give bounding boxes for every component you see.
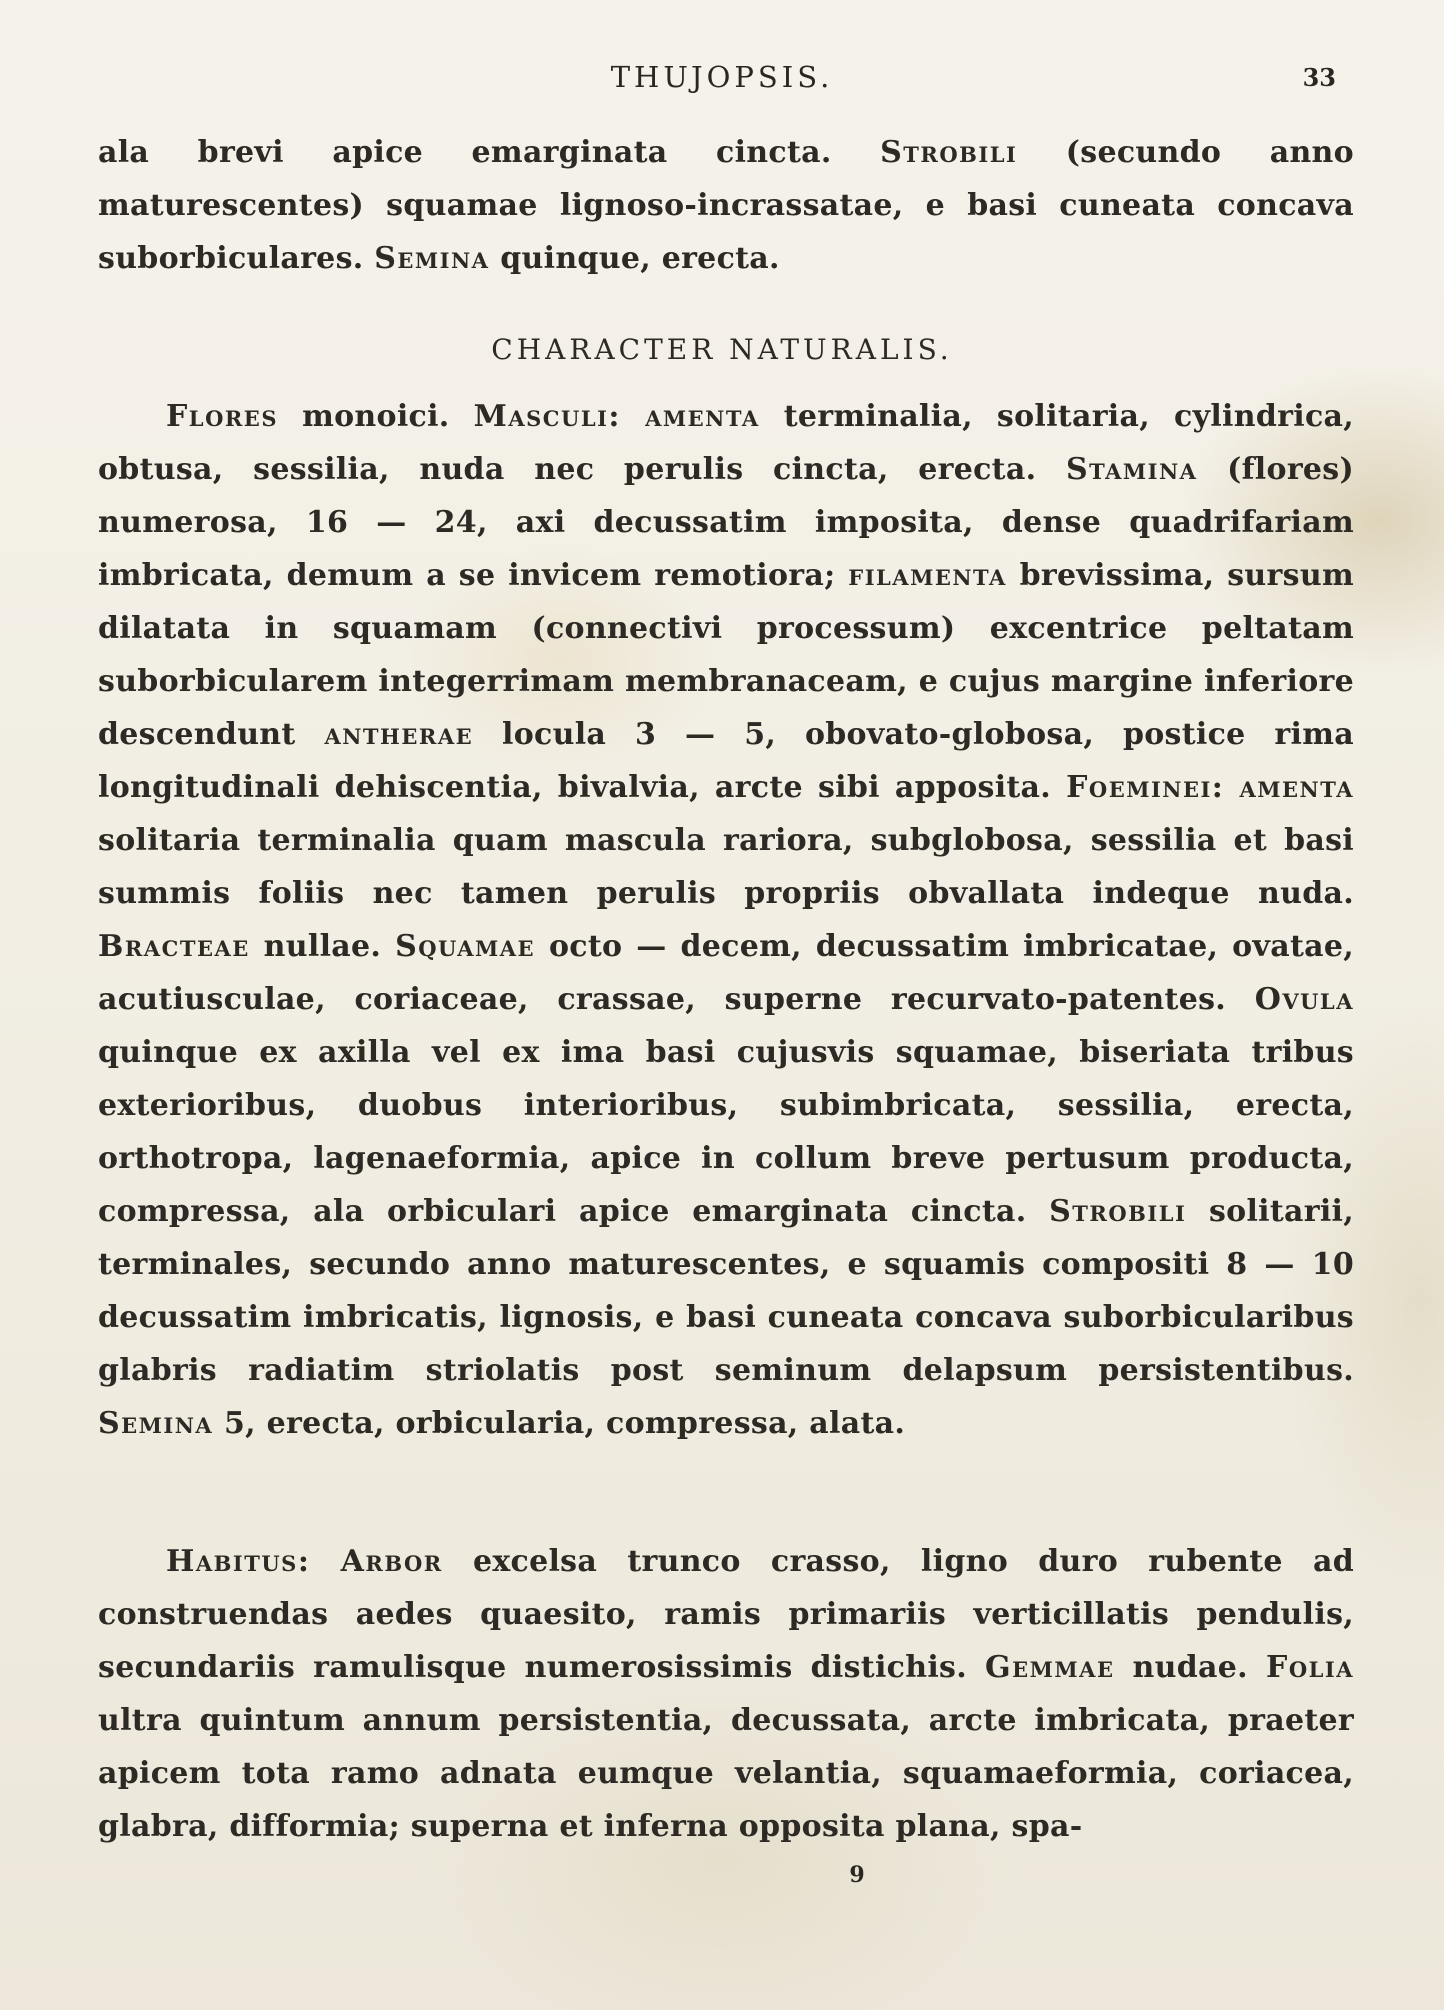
continuation-paragraph: ala brevi apice emarginata cincta. Strobili (secundo anno maturescentes) squamae lignoso-incrassatae, e basi cuneata concava suborbiculares. Semina quinque, erecta. xyxy=(98,135,1354,276)
term-stamina: Stamina xyxy=(1065,452,1198,487)
term-amenta: amenta xyxy=(1239,770,1354,805)
character-naturalis-paragraph: Flores monoici. Masculi: amenta terminalia, solitaria, cylindrica, obtusa, sessilia, nuda nec perulis cincta, erecta. Stamina (flores) numerosa, 16 — 24, axi decussatim imposita, dense quadrifariam imbricata, demum a se invicem remotiora; filamenta brevissima, sursum dilatata in squamam (connectivi processum) excentrice peltatam suborbicularem integerrimam membranaceam, e cujus margine inferiore descendunt antherae locula 3 — 5, obovato-globosa, postice rima longitudinali dehiscentia, bivalvia, arcte sibi apposita. Foeminei: amenta solitaria terminalia quam mascula rariora, subglobosa, sessilia et basi summis foliis nec tamen perulis propriis obvallata indeque nuda. Bracteae nullae. Squamae octo — decem, decussatim imbricatae, ovatae, acutiusculae, coriaceae, crassae, superne recurvato-patentes. Ovula quinque ex axilla vel ex ima basi cujusvis squamae, biseriata tribus exterioribus, duobus interioribus, subimbricata, sessilia, erecta, orthotropa, lagenaeformia, apice in collum breve pertusum producta, compressa, ala orbiculari apice emarginata cincta. Strobili solitarii, terminales, secundo anno maturescentes, e squamis compositi 8 — 10 decussatim imbricatis, lignosis, e basi cuneata concava suborbicularibus glabris radiatim striolatis post seminum delapsum persistentibus. Semina 5, erecta, orbicularia, compressa, alata. xyxy=(98,399,1355,1441)
term-amenta: amenta xyxy=(645,399,760,434)
term-foeminei: Foeminei: xyxy=(1066,770,1225,805)
term-gemmae: Gemmae xyxy=(985,1650,1115,1685)
page-header xyxy=(0,60,1444,100)
term-antherae: antherae xyxy=(324,717,474,752)
term-semina: Semina xyxy=(98,1406,214,1441)
signature-mark: 9 xyxy=(849,1862,865,1888)
term-arbor: Arbor xyxy=(340,1544,443,1579)
term-semina: Semina xyxy=(374,241,490,276)
term-strobili: Strobili xyxy=(880,135,1018,170)
term-folia: Folia xyxy=(1266,1650,1354,1685)
term-squamae: Squamae xyxy=(395,929,536,964)
term-ovula: Ovula xyxy=(1254,982,1354,1017)
term-flores: Flores xyxy=(166,399,278,434)
term-habitus: Habitus: xyxy=(166,1544,311,1579)
term-bracteae: Bracteae xyxy=(98,929,250,964)
section-heading: CHARACTER NATURALIS. xyxy=(491,333,953,366)
running-title: THUJOPSIS. xyxy=(610,60,834,94)
habitus-paragraph: Habitus: Arbor excelsa trunco crasso, ligno duro rubente ad construendas aedes quaesito, ramis primariis verticillatis pendulis, secundariis ramulisque numerosissimis distichis. Gemmae nudae. Folia ultra quintum annum persistentia, decussata, arcte imbricata, praeter apicem tota ramo adnata eumque velantia, squamaeformia, coriacea, glabra, difformia; superna et inferna opposita plana, spa- xyxy=(98,1544,1355,1844)
term-strobili: Strobili xyxy=(1049,1194,1187,1229)
page-number: 33 xyxy=(1302,63,1336,92)
term-filamenta: filamenta xyxy=(848,558,1007,593)
term-masculi: Masculi: xyxy=(473,399,621,434)
